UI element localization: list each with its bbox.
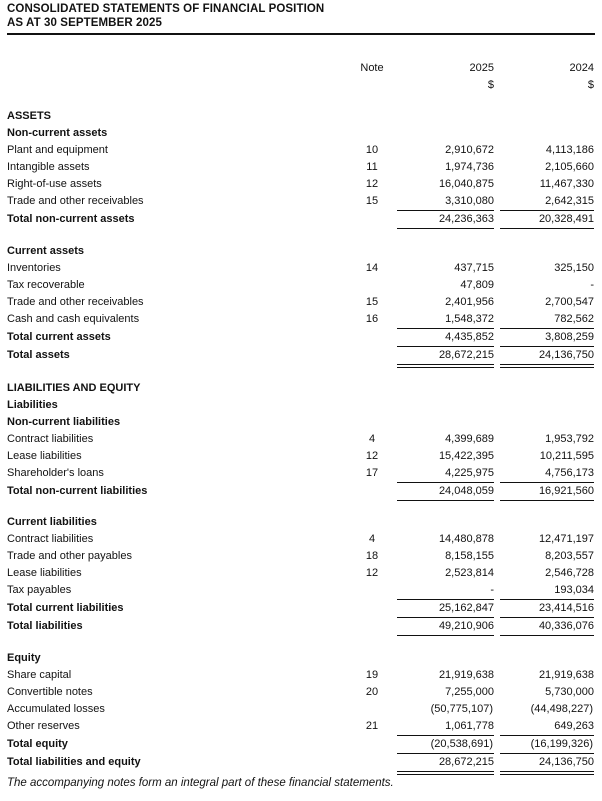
value-2024: 8,203,557 [545, 550, 594, 562]
currency-symbol-2024: $ [587, 79, 594, 91]
note-reference [347, 211, 397, 229]
note-reference: 15 [365, 195, 379, 208]
note-reference [347, 328, 397, 346]
row-label: LIABILITIES AND EQUITY [7, 381, 141, 394]
note-reference [347, 482, 397, 500]
row-label: Intangible assets [7, 161, 90, 173]
table-row-total [7, 735, 594, 753]
value-2024 [500, 380, 594, 397]
note-reference [347, 346, 397, 366]
value-2024: 325,150 [554, 261, 594, 274]
value-2024 [500, 650, 594, 667]
value-2025 [397, 243, 494, 260]
row-label: Liabilities [7, 398, 58, 411]
row-label: Share capital [7, 668, 72, 681]
value-2025: 1,548,372 [397, 311, 494, 329]
note-reference: 16 [365, 312, 379, 325]
value-2025: 21,919,638 [438, 668, 494, 681]
note-reference: 15 [365, 295, 379, 308]
value-2025: 47,809 [460, 278, 494, 291]
value-2024: 16,921,560 [500, 482, 594, 500]
row-label: Non-current liabilities [7, 415, 121, 428]
note-reference [347, 125, 397, 142]
value-2024: 23,414,516 [500, 600, 594, 618]
row-label: Right-of-use assets [7, 178, 102, 190]
value-2024 [500, 514, 594, 531]
statement-table [7, 60, 594, 775]
value-2025 [397, 125, 494, 142]
value-2025: 4,225,975 [397, 465, 494, 483]
row-label: Tax payables [7, 584, 72, 597]
note-reference [347, 277, 397, 294]
value-2025: 28,672,215 [397, 753, 494, 773]
row-label: Tax recoverable [7, 278, 85, 291]
value-2024 [500, 125, 594, 142]
value-2025: 49,210,906 [397, 618, 494, 636]
row-label: Non-current assets [7, 127, 108, 139]
value-2024: 4,756,173 [500, 465, 594, 483]
row-label: Contract liabilities [7, 533, 94, 545]
value-2025 [397, 108, 494, 125]
table-row-item [7, 277, 594, 294]
table-row-section [7, 108, 594, 125]
row-label: Trade and other receivables [7, 295, 144, 308]
value-2024: 12,471,197 [538, 533, 594, 545]
table-row-item [7, 176, 594, 193]
row-label: Other reserves [7, 719, 80, 732]
table-row-item [7, 667, 594, 684]
value-2024: 782,562 [500, 311, 594, 329]
table-row-section [7, 397, 594, 414]
table-row-section [7, 243, 594, 260]
row-label: Cash and cash equivalents [7, 312, 140, 325]
spacer-row [7, 500, 594, 514]
statement-title: CONSOLIDATED STATEMENTS OF FINANCIAL POSITION [7, 3, 325, 15]
value-2024 [500, 243, 594, 260]
table-row-section [7, 125, 594, 142]
value-2025: (50,775,107) [430, 702, 493, 715]
value-2025: 28,672,215 [397, 346, 494, 366]
note-reference: 12 [365, 178, 379, 190]
value-2025: 1,061,778 [397, 718, 494, 736]
row-label: Lease liabilities [7, 567, 82, 579]
note-reference [347, 108, 397, 125]
value-2025: 7,255,000 [445, 685, 494, 698]
row-label: Accumulated losses [7, 702, 105, 715]
value-2025: 14,480,878 [438, 533, 494, 545]
value-2025 [397, 414, 494, 431]
footer-note: The accompanying notes form an integral part of these financial statements. [7, 777, 394, 789]
note-reference: 10 [365, 144, 379, 156]
row-label: Total assets [7, 349, 70, 362]
note-reference [347, 701, 397, 718]
table-row-item [7, 311, 594, 329]
note-reference [347, 650, 397, 667]
value-2024: 2,642,315 [500, 193, 594, 211]
row-label: ASSETS [7, 110, 52, 122]
note-reference [347, 735, 397, 753]
value-2024 [500, 397, 594, 414]
note-reference: 17 [365, 466, 379, 479]
table-row-section [7, 514, 594, 531]
spacer-row [7, 94, 594, 108]
value-2024: 2,700,547 [545, 295, 594, 308]
year-2025-column-header: 2025 [469, 62, 494, 74]
value-2024: 40,336,076 [500, 618, 594, 636]
table-row-item [7, 448, 594, 465]
statement-table-body [7, 108, 594, 773]
row-label: Convertible notes [7, 685, 93, 698]
value-2025 [397, 514, 494, 531]
label-column-header [7, 60, 347, 77]
value-2025: 4,435,852 [397, 328, 494, 346]
row-label: Total current liabilities [7, 602, 124, 614]
note-reference: 14 [365, 261, 379, 274]
table-row-item [7, 684, 594, 701]
row-label: Current assets [7, 244, 85, 257]
note-reference: 12 [365, 567, 379, 579]
value-2025: 4,399,689 [445, 432, 494, 445]
table-row-item [7, 548, 594, 565]
row-label: Trade and other payables [7, 550, 132, 562]
note-column-header: Note [360, 62, 384, 74]
value-2025 [397, 650, 494, 667]
value-2024: 24,136,750 [500, 753, 594, 773]
value-2024 [500, 108, 594, 125]
table-row-section [7, 650, 594, 667]
table-row-total [7, 618, 594, 636]
note-reference [347, 514, 397, 531]
table-row-item [7, 193, 594, 211]
value-2025: 8,158,155 [445, 550, 494, 562]
row-label: Plant and equipment [7, 144, 108, 156]
value-2024: 5,730,000 [545, 685, 594, 698]
value-2025: 15,422,395 [438, 449, 494, 462]
table-row-item [7, 260, 594, 277]
table-row-total [7, 346, 594, 366]
note-reference: 18 [365, 550, 379, 562]
note-reference [347, 380, 397, 397]
value-2024: (16,199,326) [500, 735, 594, 753]
row-label: Total liabilities [7, 620, 83, 632]
value-2024: 3,808,259 [500, 328, 594, 346]
table-row-total [7, 211, 594, 229]
value-2025: 437,715 [454, 261, 494, 274]
row-label: Inventories [7, 261, 61, 274]
value-2024: 10,211,595 [539, 449, 594, 462]
value-2024: - [590, 278, 594, 291]
note-reference: 19 [365, 668, 379, 681]
value-2024: 2,105,660 [545, 161, 594, 173]
value-2025: 2,910,672 [445, 144, 494, 156]
value-2025: 24,236,363 [397, 211, 494, 229]
column-header-row [7, 60, 594, 77]
value-2025 [397, 397, 494, 414]
value-2025: (20,538,691) [397, 735, 494, 753]
table-row-item [7, 565, 594, 582]
table-row-total [7, 328, 594, 346]
document-header [7, 2, 595, 35]
value-2024: 649,263 [500, 718, 594, 736]
year-2024-column-header: 2024 [569, 62, 594, 74]
note-reference [347, 414, 397, 431]
note-reference: 4 [368, 533, 376, 545]
spacer-row [7, 229, 594, 243]
table-row-total [7, 600, 594, 618]
note-reference: 12 [365, 449, 379, 462]
table-row-item [7, 159, 594, 176]
value-2025: 25,162,847 [397, 600, 494, 618]
row-label: Contract liabilities [7, 432, 94, 445]
value-2025: - [397, 582, 494, 600]
row-label: Total liabilities and equity [7, 756, 141, 769]
table-row-section [7, 414, 594, 431]
value-2025: 16,040,875 [438, 178, 494, 190]
table-row-item [7, 531, 594, 548]
row-label: Shareholder's loans [7, 466, 104, 479]
table-row-total [7, 753, 594, 773]
spacer-row [7, 636, 594, 650]
value-2024: 11,467,330 [539, 178, 594, 190]
table-row-item [7, 701, 594, 718]
value-2025: 1,974,736 [445, 161, 494, 173]
note-reference: 4 [368, 432, 376, 445]
value-2025: 24,048,059 [397, 482, 494, 500]
table-row-item [7, 142, 594, 159]
note-reference [347, 397, 397, 414]
note-reference: 20 [365, 685, 379, 698]
note-reference [347, 618, 397, 636]
table-row-item [7, 465, 594, 483]
table-row-item [7, 294, 594, 311]
value-2024 [500, 414, 594, 431]
value-2024: 1,953,792 [545, 432, 594, 445]
value-2024: 21,919,638 [538, 668, 594, 681]
note-reference: 21 [365, 719, 379, 732]
table-row-item [7, 582, 594, 600]
row-label: Total non-current liabilities [7, 484, 148, 497]
row-label: Total equity [7, 737, 68, 750]
value-2024: (44,498,227) [530, 702, 593, 715]
value-2024: 193,034 [500, 582, 594, 600]
value-2024: 20,328,491 [500, 211, 594, 229]
table-row-item [7, 718, 594, 736]
spacer-row [7, 366, 594, 380]
value-2024: 4,113,186 [545, 144, 594, 156]
note-reference: 11 [366, 161, 378, 173]
row-label: Total current assets [7, 330, 111, 343]
table-row-section [7, 380, 594, 397]
row-label: Total non-current assets [7, 213, 135, 225]
value-2025: 2,523,814 [445, 567, 494, 579]
value-2024: 24,136,750 [500, 346, 594, 366]
note-reference [347, 600, 397, 618]
note-reference [347, 582, 397, 600]
value-2025 [397, 380, 494, 397]
table-row-item [7, 431, 594, 448]
row-label: Equity [7, 651, 41, 664]
row-label: Trade and other receivables [7, 195, 144, 208]
note-reference [347, 243, 397, 260]
row-label: Current liabilities [7, 516, 97, 528]
value-2025: 2,401,956 [445, 295, 494, 308]
currency-header-row [7, 77, 594, 94]
statement-date-line: AS AT 30 SEPTEMBER 2025 [7, 17, 163, 29]
value-2025: 3,310,080 [397, 193, 494, 211]
value-2024: 2,546,728 [545, 567, 594, 579]
table-row-total [7, 482, 594, 500]
row-label: Lease liabilities [7, 449, 82, 462]
currency-symbol-2025: $ [487, 79, 494, 91]
note-reference [347, 753, 397, 773]
